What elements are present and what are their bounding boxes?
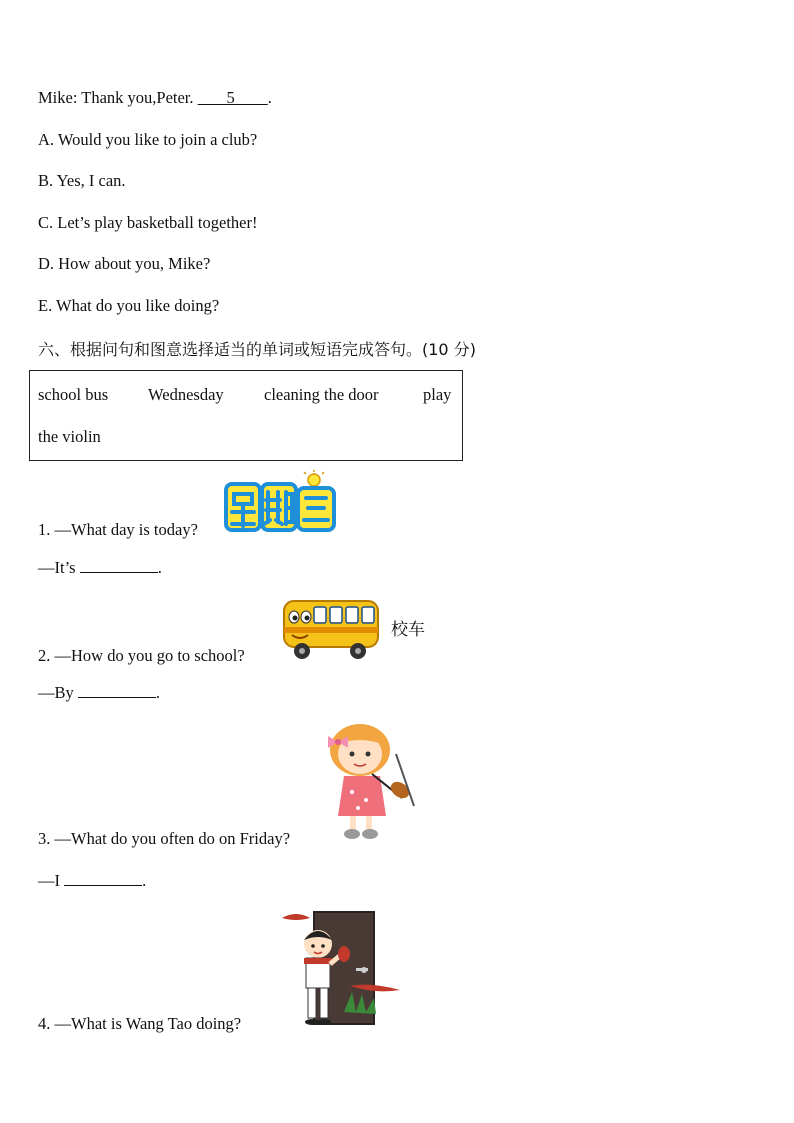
question-1: 1. —What day is today? [38,520,198,539]
boy-cleaning-door-icon [280,910,404,1032]
answer-2-blank[interactable] [78,683,156,698]
answer-1 [38,558,162,578]
word-cleaning-the-door: cleaning the door [264,385,379,404]
answer-2 [38,683,160,703]
blank-number: 5 [226,88,235,107]
answer-3 [38,871,146,891]
answer-2-prefix: —By [38,683,74,702]
wednesday-calendar-icon [224,470,338,534]
section-heading: 六、根据问句和图意选择适当的单词或短语完成答句。(10 分) [38,340,476,359]
answer-blank-5[interactable] [198,88,268,107]
question-2: 2. —How do you go to school? [38,646,245,665]
girl-playing-violin-icon [322,714,426,844]
dialogue-line: Mike: Thank you,Peter. 5 . [38,88,272,107]
speaker-label: Mike: [38,88,78,107]
school-bus-icon [280,597,382,663]
school-bus-caption: 校车 [391,620,425,640]
word-the-violin: the violin [38,427,101,446]
word-school-bus: school bus [38,385,109,404]
word-wednesday: Wednesday [148,385,224,404]
answer-1-blank[interactable] [80,558,158,573]
answer-3-blank[interactable] [64,871,142,886]
answer-1-prefix: —It’s [38,558,76,577]
option-e: E. What do you like doing? [38,296,220,315]
question-3: 3. —What do you often do on Friday? [38,829,291,848]
dialogue-text: Thank you,Peter. [81,88,194,107]
question-4: 4. —What is Wang Tao doing? [38,1014,242,1033]
option-a: A. Would you like to join a club? [38,130,258,149]
option-b: B. Yes, I can. [38,171,126,190]
answer-3-prefix: —I [38,871,60,890]
option-d: D. How about you, Mike? [38,254,211,273]
word-play: play [423,385,452,404]
answer-2-suffix: . [155,683,161,702]
word-bank [29,370,463,461]
answer-1-suffix: . [157,558,162,577]
answer-3-suffix: . [142,871,147,890]
option-c: C. Let’s play basketball together! [38,213,258,232]
